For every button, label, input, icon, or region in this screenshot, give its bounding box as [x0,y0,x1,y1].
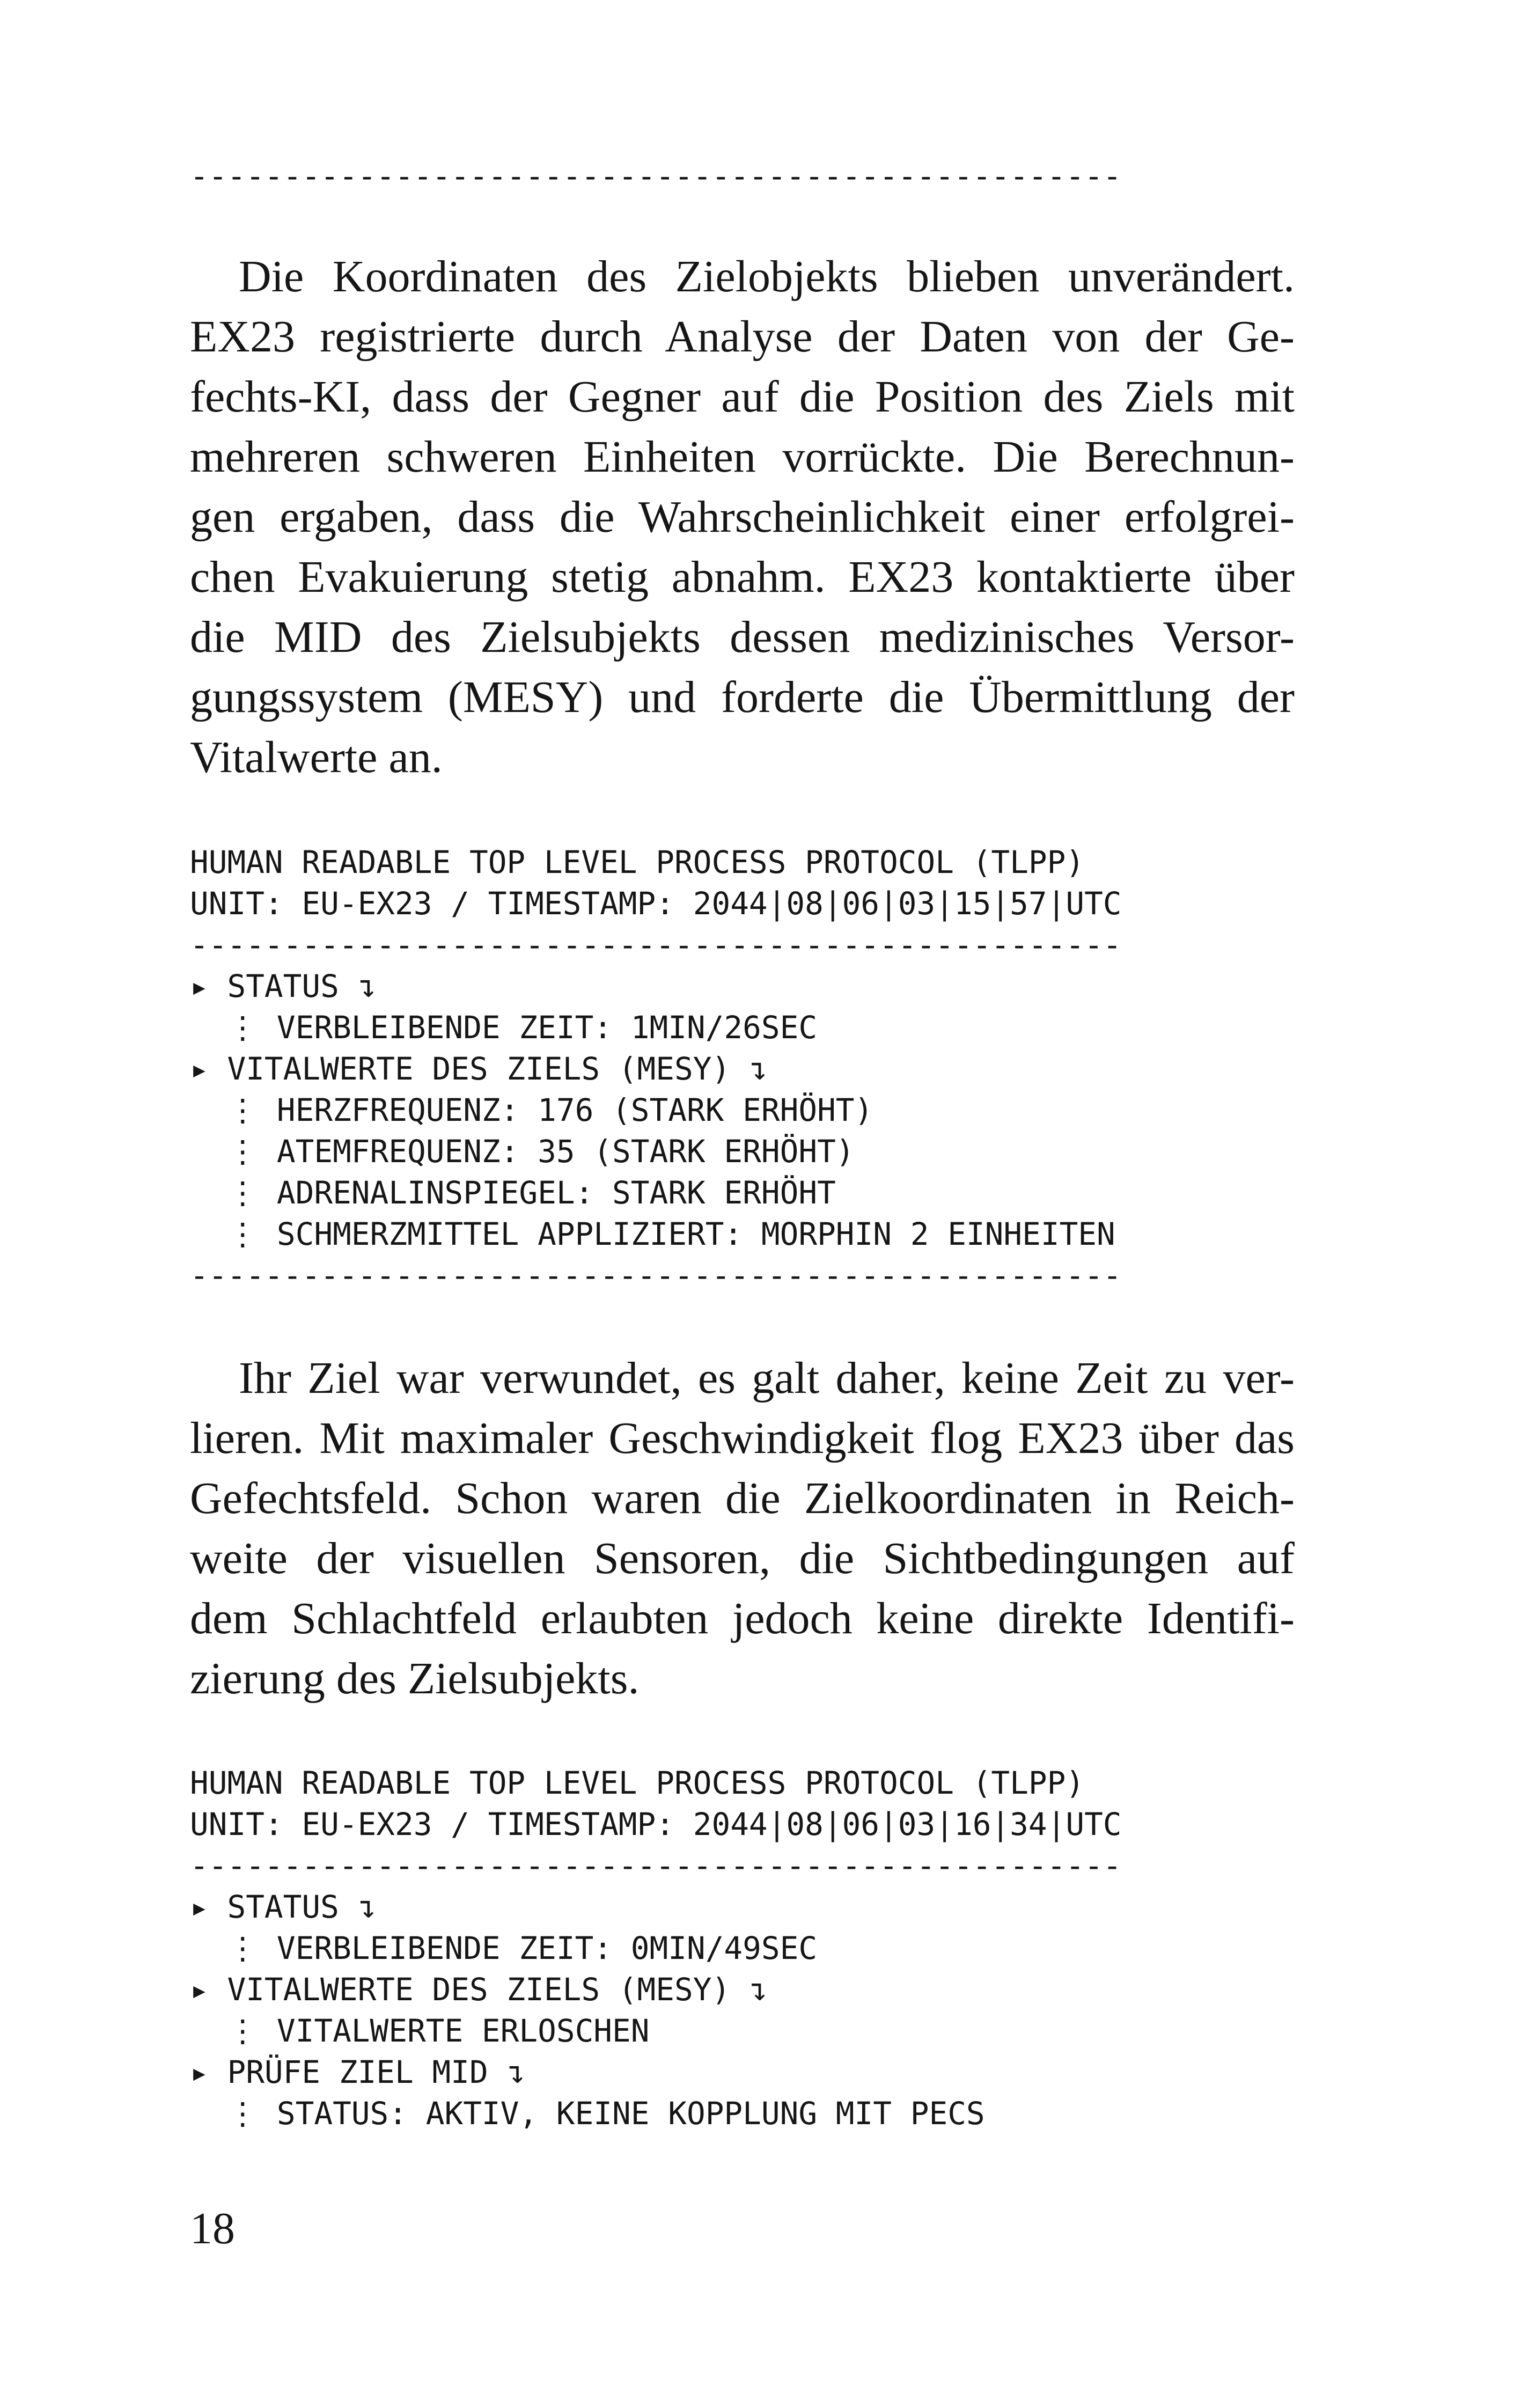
paragraph-line: gungssystem (MESY) und forderte die Übermittlung der [190,672,1295,722]
protocol-unit-line: UNIT: EU-EX23 / TIMESTAMP: 2044|08|06|03|16|34|UTC [190,1806,1122,1842]
protocol-unit-line: UNIT: EU-EX23 / TIMESTAMP: 2044|08|06|03|15|57|UTC [190,885,1122,922]
paragraph-line: Ihr Ziel war verwundet, es galt daher, keine Zeit zu ver- [239,1353,1295,1403]
protocol-rule: -------------------------------------------------- [190,1847,1122,1884]
page-number: 18 [190,2204,235,2253]
paragraph-line: Die Koordinaten des Zielobjekts blieben unverändert. [239,252,1295,302]
paragraph-1 [190,247,1295,788]
protocol-title: HUMAN READABLE TOP LEVEL PROCESS PROTOCOL (TLPP) [190,1765,1085,1801]
protocol-line: ⋮ STATUS: AKTIV, KEINE KOPPLUNG MIT PECS [190,2095,985,2132]
paragraph-line: EX23 registrierte durch Analyse der Daten von der Ge- [190,312,1295,362]
paragraph-line: dem Schlachtfeld erlaubten jedoch keine direkte Identifi- [190,1594,1295,1643]
paragraph-line: lieren. Mit maximaler Geschwindigkeit flog EX23 über das [190,1413,1295,1463]
protocol-line: ⋮ VERBLEIBENDE ZEIT: 1MIN/26SEC [190,1009,818,1046]
protocol-line: ▸ STATUS ↴ [190,1889,377,1925]
protocol-line: ⋮ ATEMFREQUENZ: 35 (STARK ERHÖHT) [190,1133,855,1170]
paragraph-line: Vitalwerte an. [190,732,443,782]
protocol-line: ⋮ HERZFREQUENZ: 176 (STARK ERHÖHT) [190,1092,873,1128]
protocol-line: ▸ PRÜFE ZIEL MID ↴ [190,2054,526,2090]
protocol-line: ⋮ SCHMERZMITTEL APPLIZIERT: MORPHIN 2 EINHEITEN [190,1216,1115,1252]
top-rule-block [190,156,1122,197]
paragraph-line: gen ergaben, dass die Wahrscheinlichkeit einer erfolgrei- [190,492,1295,542]
protocol-line: ⋮ ADRENALINSPIEGEL: STARK ERHÖHT [190,1174,836,1211]
protocol-rule: -------------------------------------------------- [190,927,1122,963]
protocol-rule: -------------------------------------------------- [190,1257,1122,1294]
protocol-line: ▸ STATUS ↴ [190,968,377,1004]
protocol-rule: -------------------------------------------------- [190,158,1122,194]
paragraph-line: fechts-KI, dass der Gegner auf die Position des Ziels mit [190,372,1295,422]
paragraph-2 [190,1348,1295,1709]
paragraph-line: Gefechtsfeld. Schon waren die Zielkoordinaten in Reich- [190,1473,1295,1523]
paragraph-line: chen Evakuierung stetig abnahm. EX23 kontaktierte über [190,552,1295,602]
paragraph-line: die MID des Zielsubjekts dessen medizinisches Versor- [190,612,1295,662]
protocol-line: ▸ VITALWERTE DES ZIELS (MESY) ↴ [190,1971,768,2008]
protocol-title: HUMAN READABLE TOP LEVEL PROCESS PROTOCOL (TLPP) [190,844,1085,880]
paragraph-line: zierung des Zielsubjekts. [190,1654,640,1704]
protocol-block-1 [190,842,1122,1296]
protocol-line: ▸ VITALWERTE DES ZIELS (MESY) ↴ [190,1051,768,1087]
protocol-line: ⋮ VERBLEIBENDE ZEIT: 0MIN/49SEC [190,1930,818,1966]
protocol-block-2 [190,1763,1122,2134]
paragraph-line: weite der visuellen Sensoren, die Sichtbedingungen auf [190,1533,1295,1583]
protocol-line: ⋮ VITALWERTE ERLOSCHEN [190,2013,650,2049]
paragraph-line: mehreren schweren Einheiten vorrückte. Die Berechnun- [190,432,1295,482]
